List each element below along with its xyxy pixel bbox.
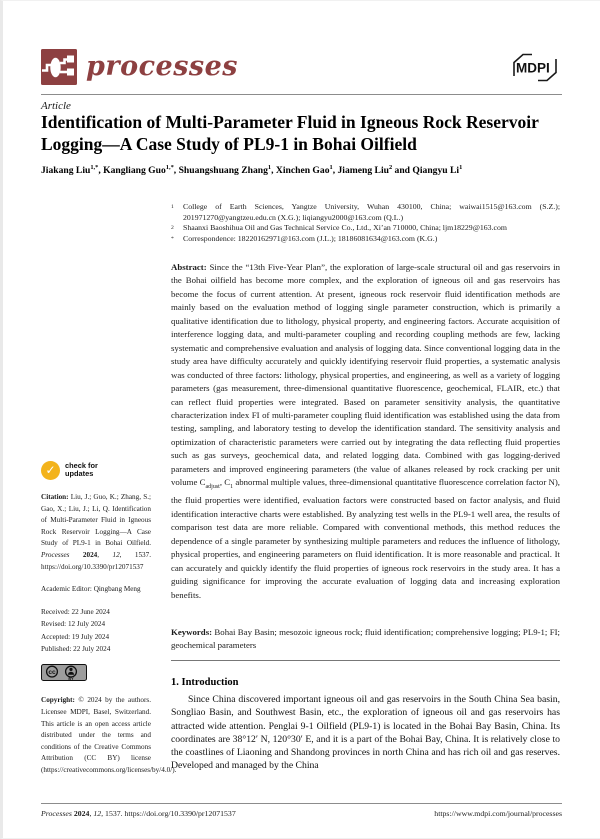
- author-name: Kangliang Guo: [103, 165, 166, 177]
- footer-journal-url[interactable]: https://www.mdpi.com/journal/processes: [434, 809, 562, 818]
- citation-volume: 12: [112, 550, 120, 559]
- citation-label: Citation:: [41, 493, 71, 501]
- citation-journal: Processes: [41, 550, 70, 559]
- author-separator: ,: [332, 165, 338, 177]
- affiliation-marker: *: [171, 235, 174, 242]
- footer-doi-link[interactable]: , 1537. https://doi.org/10.3390/pr12071537: [101, 809, 236, 818]
- citation-year: 2024: [69, 550, 98, 559]
- accepted-date: Accepted: 19 July 2024: [41, 632, 110, 641]
- academic-editor-line: Academic Editor: Qingbang Meng: [41, 585, 141, 594]
- affiliation-list: [171, 202, 560, 244]
- affiliation-item: [171, 223, 560, 234]
- author-affil-sup: 1: [329, 164, 333, 171]
- keywords-divider: [171, 660, 560, 661]
- author-separator: and: [392, 165, 413, 177]
- page-title: Identification of Multi-Parameter Fluid in Igneous Rock Reservoir Logging—A Case Study of PL9-1 in Bohai Oilfield: [41, 112, 539, 154]
- author-affil-sup: 1,*: [165, 164, 174, 171]
- abstract-label: Abstract:: [171, 262, 210, 272]
- history-dates-block: [41, 606, 151, 656]
- affiliation-marker: 1: [171, 204, 174, 210]
- subscript-1: 1: [230, 484, 234, 490]
- citation-doi-link[interactable]: , 1537. https://doi.org/10.3390/pr12071537: [41, 550, 152, 571]
- affiliation-item: [171, 234, 560, 245]
- author-separator: ,: [98, 165, 104, 177]
- keywords-paragraph: [171, 626, 560, 653]
- received-date: Received: 22 June 2024: [41, 607, 110, 616]
- header-divider: [41, 94, 562, 95]
- svg-text:BY: BY: [68, 676, 74, 681]
- abstract-text: Since the “13th Five-Year Plan”, the exploration of large-scale structural oil and gas reservoirs in the Bohai oilfield has become more complex, and the exploration of igneous oil and gas reservoirs has become the focus of current attention. At present, igneous rock reservoir fluid identification methods are mainly based on the evaluation method of logging single parameter construction, which is primarily a qualitative identification due to lithology, physical property, and engineering factors. Accurate acquisition of interference logging data, and multi-parameter coupling and recording coupling methods are few, lacking systematic and comprehensive evaluation and analysis of logging data. Since conventional logging data in the study area have difficulty accurately and quickly identifying reservoir fluid properties, a systematic analysis was conducted of three factors: lithology, physical properties, and engineering, as well as a variety of logging parameters (gas measurement, three-dimensional quantitative fluorescence, geochemical, FLAIR, etc.) that can reflect fluid properties were integrated. Based on parameter sensitivity analysis, the quantitative characterization index FI of multi-parameter coupling fluid identification was established using the data from testing, sampling, and laboratory testing to develop the identification standard. The sensitivity analysis and optimization of characteristic parameters were carried out by integrating the data reflecting fluid properties such as gas surveys, geochemical data, and related logging data. Combined with gas logging-derived parameters and improved engineering parameters (the value of alkanes released by rock cracking per unit volume C: [171, 262, 560, 488]
- author-affil-sup: 1: [267, 164, 272, 171]
- citation-block: Citation: Liu, J.; Guo, K.; Zhang, S.; Gao, X.; Liu, J.; Li, Q. Identification of Multi-Parameter Fluid in Igneous Rock Reservoir Logging—A Case Study of PL9-1 in Bohai Oilfield. Processes 2024, 12, 1537. https://doi.org/10.3390/pr12071537: [41, 493, 152, 571]
- copyright-text: © 2024 by the authors. Licensee MDPI, Basel, Switzerland. This article is an open access article distributed under the terms and conditions of the Creative Commons Attribution (CC BY) license (https://creativecommons.org/licenses/by/4.0/).: [41, 696, 177, 774]
- cc-by-license-badge[interactable]: [41, 664, 151, 686]
- author-separator: ,: [173, 165, 179, 177]
- check-for-updates-line2: updates: [65, 469, 94, 478]
- subscript-adjust: adjust: [205, 484, 220, 490]
- abstract-text: abnormal multiple values, three-dimensional quantitative fluorescence correlation factor N), the fluid properties were identified, evaluation factors were constructed based on factor analysis, and fluid identification interactive charts were established. By analyzing test wells in the PL9-1 well area, the results of comparison test data are more reliable. Compared with conventional methods, this method reduces the dependence of a single parameter by synthesizing multiple parameters and reduces the influence of lithology, physical properties, and engineering parameters on fluid identification. It is more reasonable and practical. It can accurately and quickly identify the fluid properties of igneous rock reservoirs in the study area. It has a guiding significance for improving the accurate evaluation of logging data and increasing exploration benefits.: [171, 477, 560, 600]
- footer-year: 2024: [71, 809, 90, 818]
- published-date: Published: 22 July 2024: [41, 645, 111, 654]
- footer-volume: 12: [93, 809, 102, 818]
- copyright-label: Copyright:: [41, 696, 79, 705]
- abstract-paragraph: [171, 261, 560, 602]
- affiliation-text: College of Earth Sciences, Yangtze University, Wuhan 430100, China; waiwai1515@163.com (S.Z.); 201971270@yangtzeu.edu.cn (X.G.); liqiangyu2000@163.com (Q.L.): [183, 202, 560, 222]
- affiliation-marker: 2: [171, 225, 174, 232]
- article-type-label: Article: [41, 100, 71, 112]
- keywords-label: Keywords:: [171, 627, 215, 637]
- svg-text:cc: cc: [48, 668, 56, 676]
- page-footer: [41, 809, 562, 818]
- keywords-text: Bohai Bay Basin; mesozoic igneous rock; fluid identification; comprehensive logging; PL9-1; FI; geochemical parameters: [171, 627, 560, 651]
- processes-logo-icon: [41, 49, 77, 85]
- check-icon: ✓: [41, 461, 60, 480]
- check-for-updates-line1: check for: [65, 461, 98, 470]
- introduction-paragraph: Since China discovered important igneous oil and gas reservoirs in the South China Sea basin, Songliao Basin, and Southwest Basin, etc., the exploration of igneous oil and gas reservoirs has attracted wide attention. Penglai 9-1 Oilfield (PL9-1) is located in the Bohai Bay Basin, China. Its coordinates are 38°12′ N, 120°30′ E, and it is a part of the Bohai Bay, China. It is relatively close to the coastlines of Liaoning and Shandong provinces in north China and has rich oil and gas reserves. Developed and managed by the China: [171, 694, 560, 772]
- processes-journal-logo: [41, 49, 238, 85]
- author-name: Jiameng Liu: [337, 165, 389, 177]
- author-name: Shuangshuang Zhang: [178, 165, 268, 177]
- author-list: [41, 164, 581, 176]
- abstract-text: , C: [219, 477, 231, 488]
- affiliation-text: Correspondence: 18220162971@163.com (J.L.); 18186081634@163.com (K.G.): [183, 233, 438, 243]
- mdpi-logo-icon: [508, 51, 562, 84]
- check-for-updates-button[interactable]: [41, 459, 151, 481]
- footer-journal: Processes: [41, 809, 72, 818]
- author-affil-sup: 1,*: [90, 164, 99, 171]
- revised-date: Revised: 12 July 2024: [41, 620, 106, 629]
- page-header: [41, 47, 562, 87]
- author-name: Jiakang Liu: [41, 165, 91, 177]
- affiliation-text: Shaanxi Baoshihua Oil and Gas Technical Service Co., Ltd., Xi’an 710000, China; ljm18229@163.com: [183, 223, 507, 233]
- section-heading-introduction: 1. Introduction: [171, 677, 239, 688]
- author-name: Xinchen Gao: [275, 165, 330, 177]
- footer-divider: [41, 803, 562, 804]
- affiliation-item: [171, 202, 560, 223]
- author-affil-sup: 2: [388, 164, 393, 171]
- author-separator: ,: [271, 165, 276, 177]
- author-name: Qiangyu Li: [412, 165, 460, 177]
- publisher-name: MDPI: [516, 60, 550, 75]
- left-margin-column: [41, 459, 177, 777]
- footer-citation: Processes 2024, 12, 1537. https://doi.org/10.3390/pr12071537: [41, 809, 236, 818]
- copyright-block: [41, 695, 177, 776]
- journal-name: processes: [86, 51, 239, 82]
- author-affil-sup: 1: [459, 164, 463, 171]
- citation-text: Liu, J.; Guo, K.; Zhang, S.; Gao, X.; Liu, J.; Li, Q. Identification of Multi-Parameter Fluid in Igneous Rock Reservoir Logging—A Case Study of PL9-1 in Bohai Oilfield.: [41, 493, 151, 548]
